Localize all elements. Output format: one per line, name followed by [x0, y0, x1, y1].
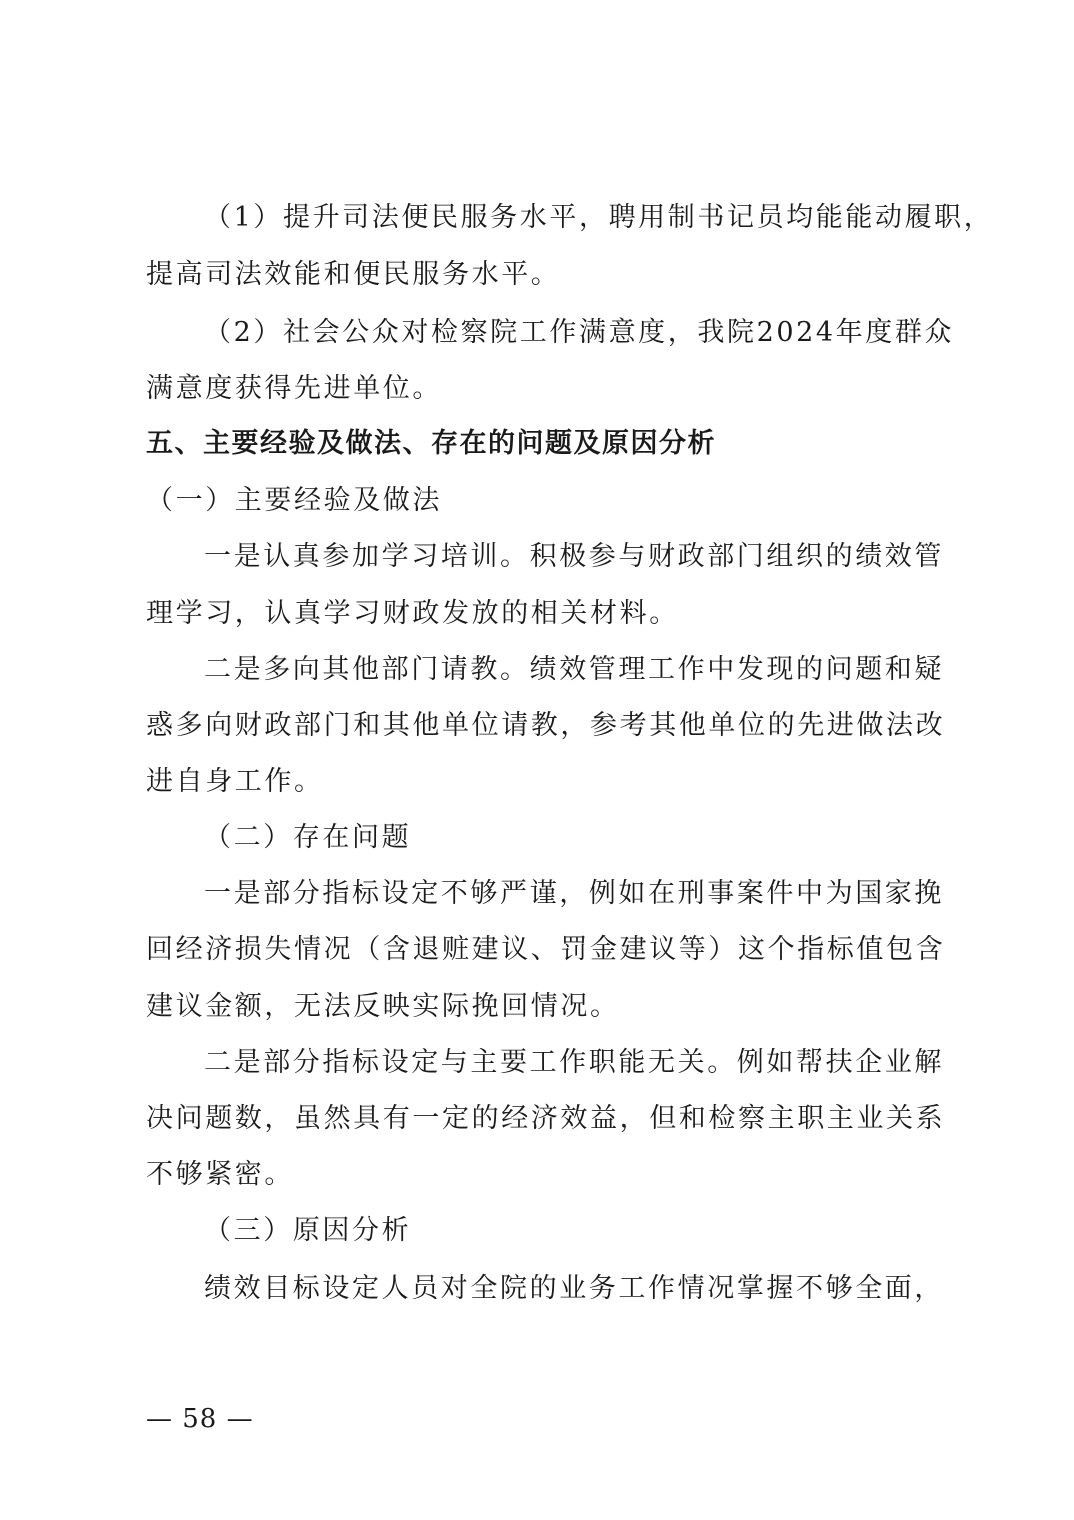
- paragraph-line: （1）提升司法便民服务水平，聘用制书记员均能能动履职，: [204, 202, 994, 233]
- subsection-heading: （一）主要经验及做法: [146, 485, 442, 516]
- paragraph-line: 提高司法效能和便民服务水平。: [146, 259, 561, 290]
- paragraph-line: 不够紧密。: [146, 1159, 294, 1190]
- page-number: — 58 —: [146, 1404, 254, 1434]
- paragraph-line: 理学习，认真学习财政发放的相关材料。: [146, 598, 679, 629]
- paragraph-line: 一是认真参加学习培训。积极参与财政部门组织的绩效管: [204, 541, 944, 572]
- paragraph-line: 进自身工作。: [146, 766, 324, 797]
- paragraph-line: 满意度获得先进单位。: [146, 373, 442, 404]
- paragraph-line: （2）社会公众对检察院工作满意度，我院2024年度群众: [204, 317, 955, 348]
- paragraph-line: 回经济损失情况（含退赃建议、罚金建议等）这个指标值包含: [146, 934, 946, 965]
- section-heading: 五、主要经验及做法、存在的问题及原因分析: [146, 428, 716, 459]
- paragraph-line: 二是多向其他部门请教。绩效管理工作中发现的问题和疑: [204, 654, 944, 685]
- paragraph-line: 决问题数，虽然具有一定的经济效益，但和检察主职主业关系: [146, 1103, 946, 1134]
- subsection-heading: （三）原因分析: [204, 1215, 412, 1246]
- paragraph-line: 绩效目标设定人员对全院的业务工作情况掌握不够全面，: [204, 1273, 944, 1304]
- paragraph-line: 惑多向财政部门和其他单位请教，参考其他单位的先进做法改: [146, 710, 946, 741]
- paragraph-line: 一是部分指标设定不够严谨，例如在刑事案件中为国家挽: [204, 878, 944, 909]
- subsection-heading: （二）存在问题: [204, 822, 412, 853]
- paragraph-line: 二是部分指标设定与主要工作职能无关。例如帮扶企业解: [204, 1047, 944, 1078]
- paragraph-line: 建议金额，无法反映实际挽回情况。: [146, 991, 620, 1022]
